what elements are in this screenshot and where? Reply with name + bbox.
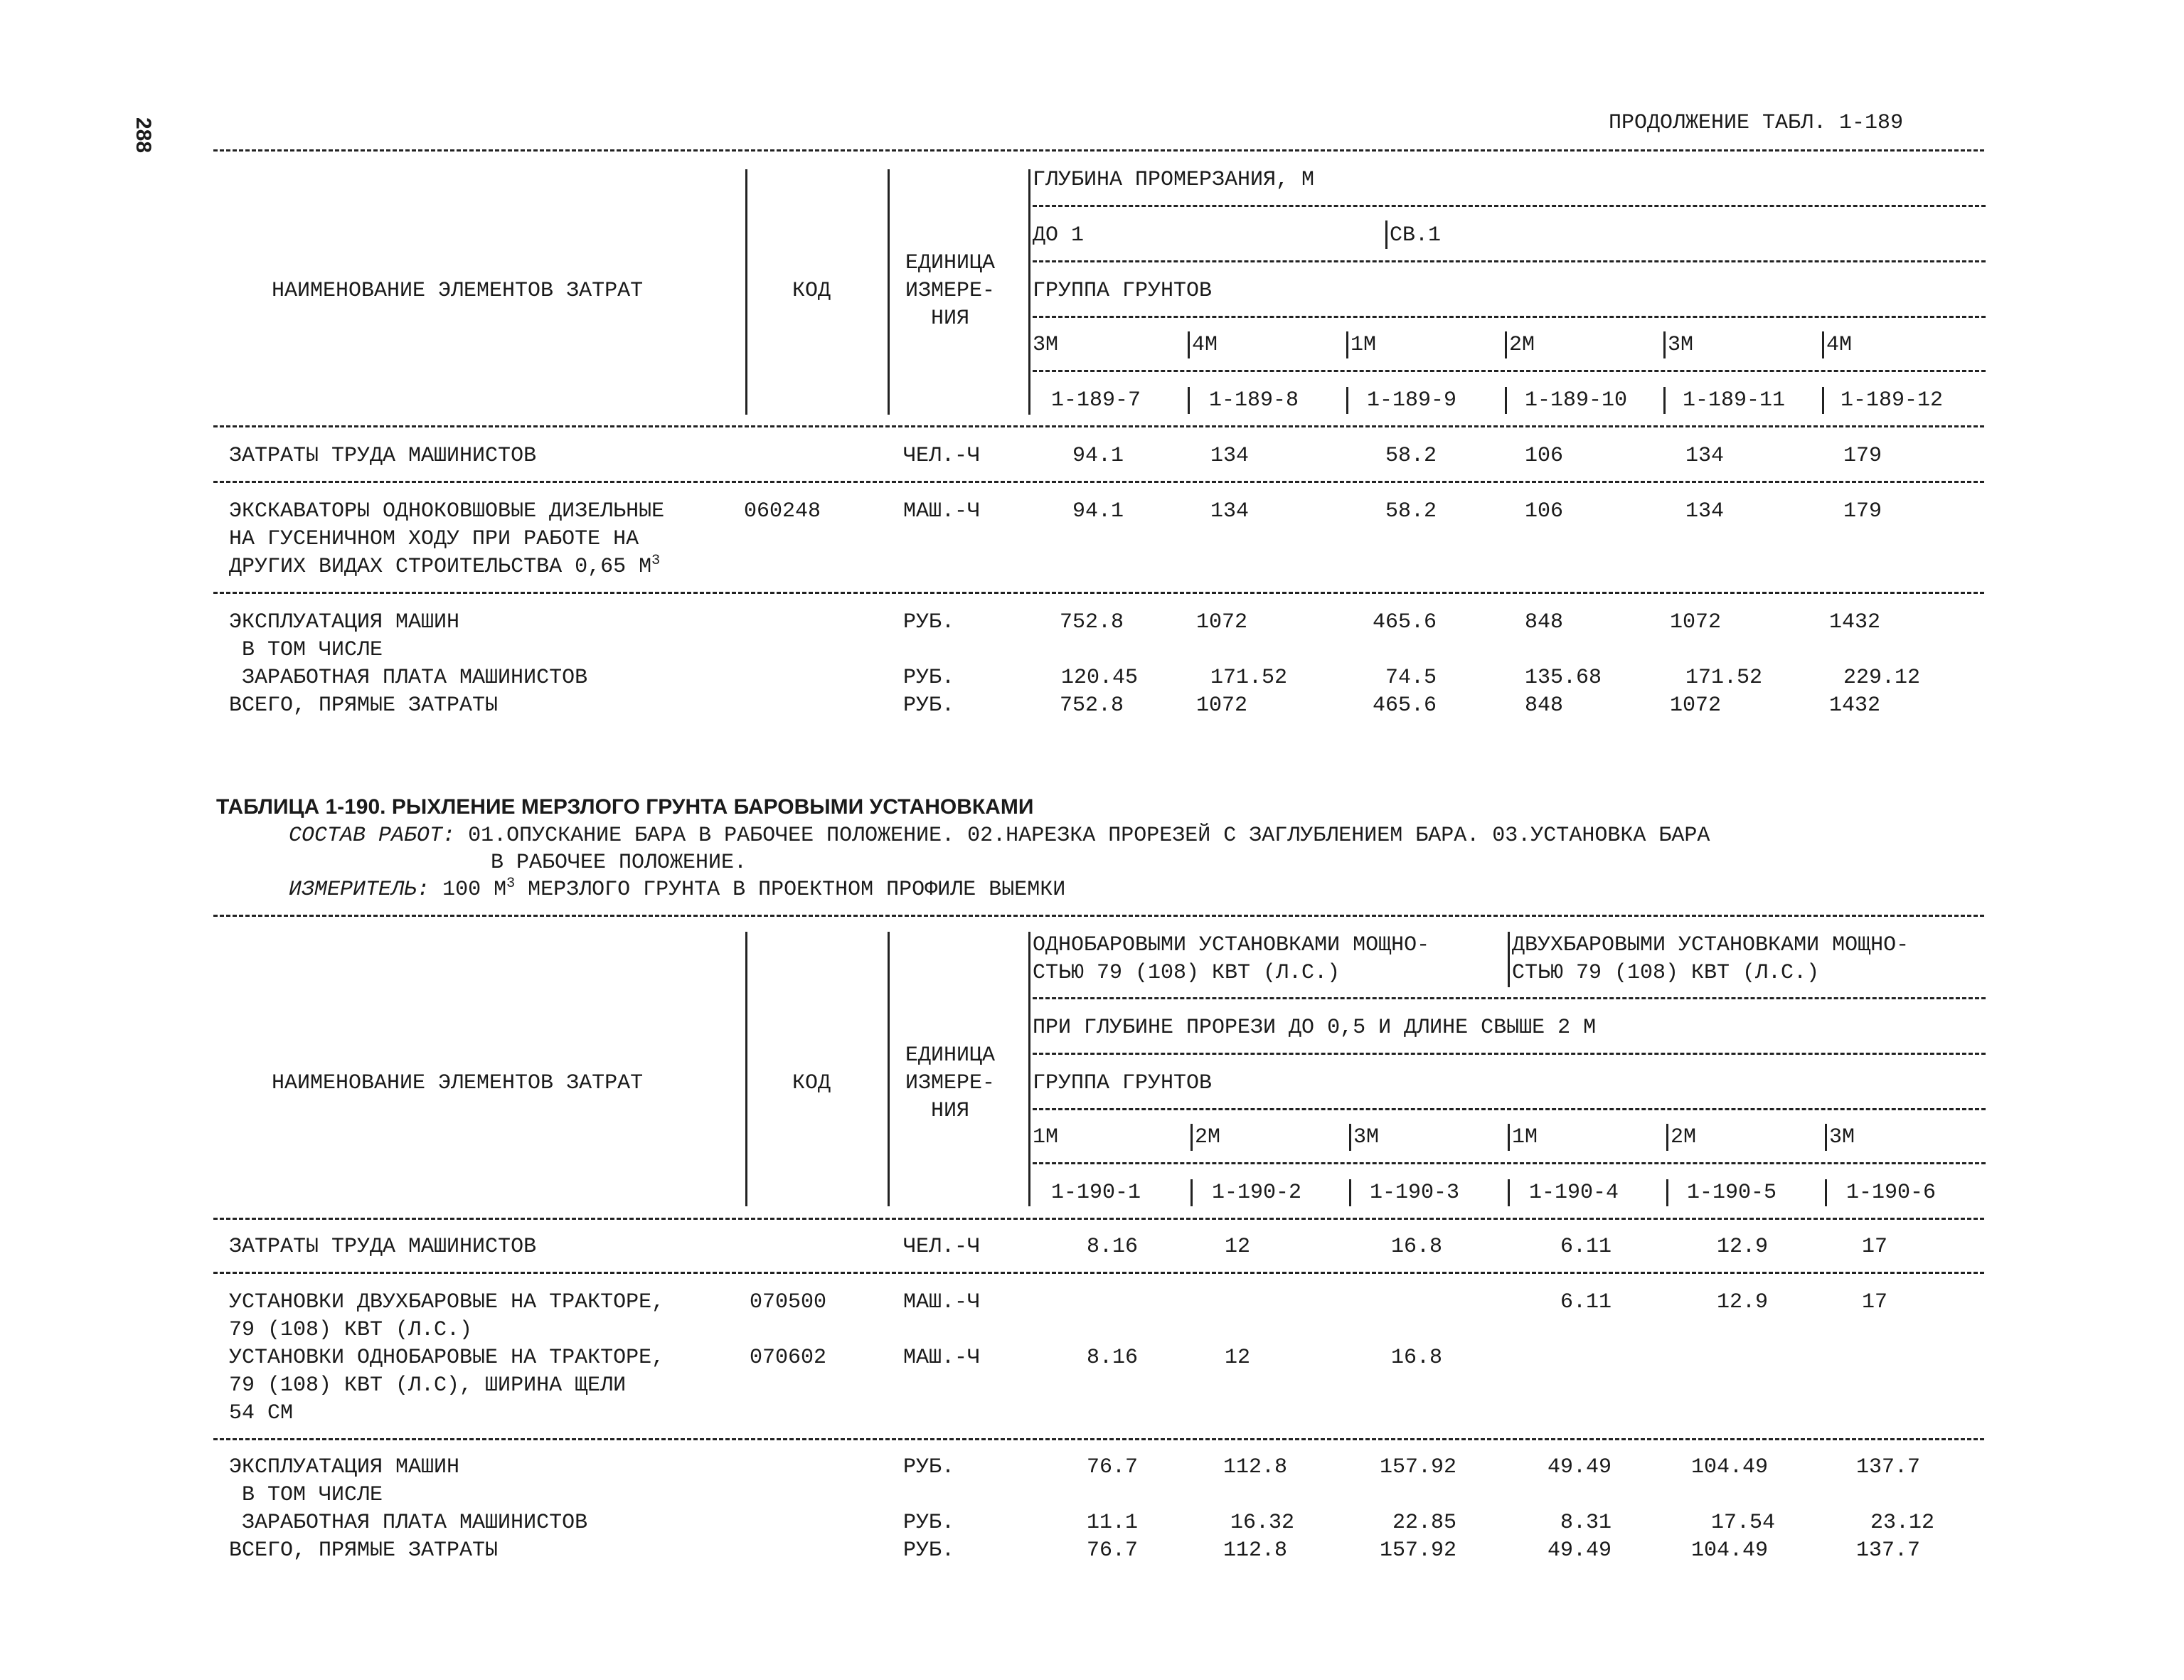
cell-value: 17.54 (1710, 1511, 1775, 1535)
cell-value: 1072 (1196, 610, 1248, 634)
row-unit: ЧЕЛ.-Ч (903, 444, 981, 468)
double-bar-header-2: СТЬЮ 79 (108) КВТ (Л.С.) (1512, 961, 1820, 985)
rule (1033, 205, 1986, 207)
group-cell: 4М (1826, 333, 1853, 357)
cell-value: 104.49 (1690, 1538, 1768, 1563)
column-code: 1-190-4 (1529, 1181, 1619, 1205)
cell-value: 1072 (1670, 610, 1722, 634)
cell-value: 112.8 (1222, 1455, 1287, 1479)
cell-value: 179 (1843, 444, 1882, 468)
group-cell: 2М (1195, 1125, 1221, 1149)
cell-value: 74.5 (1385, 666, 1437, 690)
divider (745, 932, 747, 1206)
single-bar-header-1: ОДНОБАРОВЫМИ УСТАНОВКАМИ МОЩНО- (1033, 933, 1430, 957)
divider (888, 169, 890, 415)
cell-value: 106 (1525, 499, 1564, 523)
row-name: ВСЕГО, ПРЯМЫЕ ЗАТРАТЫ (229, 1538, 499, 1563)
meter-text: 100 М (442, 878, 507, 902)
row-name: ЗАТРАТЫ ТРУДА МАШИНИСТОВ (229, 444, 537, 468)
row-unit: МАШ.-Ч (903, 499, 981, 523)
rule (1033, 260, 1986, 262)
column-code: 1-189-10 (1525, 388, 1628, 413)
column-header-unit-1: ЕДИНИЦА (905, 251, 996, 275)
cell-value: 6.11 (1560, 1235, 1612, 1259)
cell-value: 848 (1525, 693, 1564, 718)
rule (1033, 997, 1986, 999)
group-cell: 1М (1033, 1125, 1059, 1149)
cell-value: 94.1 (1072, 499, 1124, 523)
row-name-line: ДРУГИХ ВИДАХ СТРОИТЕЛЬСТВА 0,65 М (229, 555, 652, 579)
row-name-line: ЭКСКАВАТОРЫ ОДНОКОВШОВЫЕ ДИЗЕЛЬНЫЕ (229, 499, 665, 523)
including-label: В ТОМ ЧИСЛЕ (242, 638, 383, 662)
cell-value: 752.8 (1059, 610, 1124, 634)
cell-value: 76.7 (1086, 1538, 1138, 1563)
column-code: 1-189-9 (1367, 388, 1457, 413)
row-unit: МАШ.-Ч (903, 1290, 981, 1314)
rule (213, 1218, 1984, 1220)
cell-value: 1432 (1829, 610, 1881, 634)
divider (1188, 387, 1190, 414)
row-name-line: 79 (108) КВТ (Л.С), ШИРИНА ЩЕЛИ (229, 1373, 627, 1398)
divider (1825, 1179, 1827, 1206)
row-name: ЭКСПЛУАТАЦИЯ МАШИН (229, 610, 460, 634)
cell-value: 135.68 (1525, 666, 1602, 690)
column-code: 1-190-1 (1051, 1181, 1141, 1205)
rule (213, 1438, 1984, 1440)
rule (1033, 1108, 1986, 1110)
depth-over-1: СВ.1 (1390, 223, 1442, 248)
cell-value: 11.1 (1086, 1511, 1138, 1535)
group-cell: 3М (1668, 333, 1694, 357)
divider (1190, 1179, 1193, 1206)
group-cell: 3М (1829, 1125, 1855, 1149)
row-code: 060248 (744, 499, 821, 523)
column-header-unit-3: НИЯ (930, 307, 969, 331)
continuation-header: ПРОДОЛЖЕНИЕ ТАБЛ. 1-189 (1609, 111, 1904, 135)
column-header-unit-2: ИЗМЕРЕ- (905, 1071, 996, 1095)
depth-header: ГЛУБИНА ПРОМЕРЗАНИЯ, М (1033, 168, 1315, 192)
divider (1505, 387, 1507, 414)
cell-value: 8.16 (1086, 1235, 1138, 1259)
meter-label: ИЗМЕРИТЕЛЬ: (289, 878, 430, 902)
divider (1349, 1124, 1351, 1151)
divider (1508, 1124, 1510, 1151)
row-unit: РУБ. (903, 1511, 955, 1535)
cell-value: 137.7 (1855, 1538, 1920, 1563)
divider (1663, 387, 1666, 414)
divider (1385, 220, 1387, 249)
row-name: ЗАРАБОТНАЯ ПЛАТА МАШИНИСТОВ (242, 1511, 588, 1535)
cell-value: 465.6 (1372, 693, 1437, 718)
cell-value: 171.52 (1685, 666, 1763, 690)
cell-value: 8.31 (1560, 1511, 1612, 1535)
cell-value: 58.2 (1385, 499, 1437, 523)
cell-value: 22.85 (1392, 1511, 1456, 1535)
row-unit: РУБ. (903, 1455, 955, 1479)
cell-value: 6.11 (1560, 1290, 1612, 1314)
divider (1666, 1124, 1668, 1151)
row-code: 070500 (750, 1290, 827, 1314)
cell-value: 179 (1843, 499, 1882, 523)
column-code: 1-189-8 (1209, 388, 1299, 413)
divider (1346, 331, 1348, 358)
row-unit: ЧЕЛ.-Ч (903, 1235, 981, 1259)
divider (1822, 387, 1824, 414)
rule (1033, 316, 1986, 318)
divider (1190, 1124, 1193, 1151)
row-unit: РУБ. (903, 666, 955, 690)
cell-value: 106 (1525, 444, 1564, 468)
cell-value: 104.49 (1690, 1455, 1768, 1479)
group-cell: 1М (1512, 1125, 1538, 1149)
cell-value: 134 (1685, 499, 1725, 523)
cell-value: 848 (1525, 610, 1564, 634)
row-name: ЗАРАБОТНАЯ ПЛАТА МАШИНИСТОВ (242, 666, 588, 690)
depth-up-to-1: ДО 1 (1033, 223, 1085, 248)
row-name: ЭКСПЛУАТАЦИЯ МАШИН (229, 1455, 460, 1479)
cell-value: 8.16 (1086, 1346, 1138, 1370)
cell-value: 12.9 (1716, 1235, 1768, 1259)
cell-value: 94.1 (1072, 444, 1124, 468)
row-name-line: 54 СМ (229, 1401, 294, 1425)
double-bar-header-1: ДВУХБАРОВЫМИ УСТАНОВКАМИ МОЩНО- (1512, 933, 1909, 957)
cell-value: 465.6 (1372, 610, 1437, 634)
including-label: В ТОМ ЧИСЛЕ (242, 1483, 383, 1507)
cell-value: 16.8 (1390, 1346, 1442, 1370)
soil-group-header: ГРУППА ГРУНТОВ (1033, 1071, 1213, 1095)
cell-value: 752.8 (1059, 693, 1124, 718)
rule (1033, 1162, 1986, 1164)
column-header-code: КОД (792, 279, 831, 303)
group-cell: 3М (1033, 333, 1059, 357)
row-name-line: 79 (108) КВТ (Л.С.) (229, 1318, 473, 1342)
work-composition-text-2: В РАБОЧЕЕ ПОЛОЖЕНИЕ. (491, 851, 747, 875)
cell-value: 17 (1862, 1290, 1888, 1314)
column-code: 1-190-6 (1846, 1181, 1937, 1205)
cell-value: 1432 (1829, 693, 1881, 718)
group-cell: 2М (1671, 1125, 1697, 1149)
rule (213, 425, 1984, 427)
cell-value: 12 (1225, 1346, 1251, 1370)
group-cell: 4М (1192, 333, 1218, 357)
group-cell: 3М (1353, 1125, 1380, 1149)
column-header-name: НАИМЕНОВАНИЕ ЭЛЕМЕНТОВ ЗАТРАТ (272, 279, 644, 303)
cell-value: 16.8 (1390, 1235, 1442, 1259)
divider (1028, 169, 1030, 415)
cell-value: 171.52 (1210, 666, 1288, 690)
cell-value: 134 (1210, 444, 1250, 468)
cell-value: 76.7 (1086, 1455, 1138, 1479)
divider (1188, 331, 1190, 358)
row-unit: РУБ. (903, 1538, 955, 1563)
divider (1663, 331, 1666, 358)
row-name-line: УСТАНОВКИ ОДНОБАРОВЫЕ НА ТРАКТОРЕ, (229, 1346, 665, 1370)
cell-value: 49.49 (1547, 1455, 1612, 1479)
page-number: 288 (132, 117, 155, 154)
cell-value: 137.7 (1855, 1455, 1920, 1479)
divider (1822, 331, 1824, 358)
cell-value: 120.45 (1060, 666, 1138, 690)
meter-text-2: МЕРЗЛОГО ГРУНТА В ПРОЕКТНОМ ПРОФИЛЕ ВЫЕМКИ (515, 878, 1066, 902)
column-header-name: НАИМЕНОВАНИЕ ЭЛЕМЕНТОВ ЗАТРАТ (272, 1071, 644, 1095)
column-header-unit-1: ЕДИНИЦА (905, 1043, 996, 1068)
rule (213, 1272, 1984, 1274)
work-composition-label: СОСТАВ РАБОТ: (289, 824, 456, 848)
cell-value: 157.92 (1379, 1455, 1456, 1479)
cell-value: 12.9 (1716, 1290, 1768, 1314)
rule (1033, 1053, 1986, 1055)
cell-value: 229.12 (1843, 666, 1921, 690)
cell-value: 12 (1225, 1235, 1251, 1259)
rule (213, 915, 1984, 917)
row-unit: РУБ. (903, 693, 955, 718)
rule (213, 149, 1984, 151)
column-header-unit-3: НИЯ (930, 1099, 969, 1123)
table-title: ТАБЛИЦА 1-190. РЫХЛЕНИЕ МЕРЗЛОГО ГРУНТА БАРОВЫМИ УСТАНОВКАМИ (216, 795, 1034, 819)
divider (1508, 932, 1510, 987)
group-cell: 2М (1509, 333, 1535, 357)
work-composition-text: 01.ОПУСКАНИЕ БАРА В РАБОЧЕЕ ПОЛОЖЕНИЕ. 02.НАРЕЗКА ПРОРЕЗЕЙ С ЗАГЛУБЛЕНИЕМ БАРА. 03.УСТАНОВКА БАРА (468, 824, 1710, 848)
cell-value: 1072 (1196, 693, 1248, 718)
cell-value: 1072 (1670, 693, 1722, 718)
row-name: ЗАТРАТЫ ТРУДА МАШИНИСТОВ (229, 1235, 537, 1259)
divider (745, 169, 747, 415)
column-code: 1-189-12 (1841, 388, 1944, 413)
divider (1028, 932, 1030, 1206)
cell-value: 49.49 (1547, 1538, 1612, 1563)
rule (213, 481, 1984, 483)
row-name-line: НА ГУСЕНИЧНОМ ХОДУ ПРИ РАБОТЕ НА (229, 527, 639, 551)
column-code: 1-189-7 (1051, 388, 1141, 413)
soil-group-header: ГРУППА ГРУНТОВ (1033, 279, 1213, 303)
superscript: 3 (651, 553, 661, 569)
divider (1505, 331, 1507, 358)
divider (888, 932, 890, 1206)
row-name-line: УСТАНОВКИ ДВУХБАРОВЫЕ НА ТРАКТОРЕ, (229, 1290, 665, 1314)
row-code: 070602 (750, 1346, 827, 1370)
column-header-code: КОД (792, 1071, 831, 1095)
cell-value: 17 (1862, 1235, 1888, 1259)
cell-value: 112.8 (1222, 1538, 1287, 1563)
group-cell: 1М (1351, 333, 1377, 357)
divider (1346, 387, 1348, 414)
divider (1825, 1124, 1827, 1151)
row-name: ВСЕГО, ПРЯМЫЕ ЗАТРАТЫ (229, 693, 499, 718)
cell-value: 134 (1210, 499, 1250, 523)
row-unit: РУБ. (903, 610, 955, 634)
cell-value: 23.12 (1870, 1511, 1934, 1535)
cell-value: 16.32 (1230, 1511, 1294, 1535)
depth-condition: ПРИ ГЛУБИНЕ ПРОРЕЗИ ДО 0,5 И ДЛИНЕ СВЫШЕ 2 М (1033, 1016, 1597, 1040)
row-unit: МАШ.-Ч (903, 1346, 981, 1370)
single-bar-header-2: СТЬЮ 79 (108) КВТ (Л.С.) (1033, 961, 1341, 985)
column-code: 1-190-3 (1370, 1181, 1460, 1205)
column-header-unit-2: ИЗМЕРЕ- (905, 279, 996, 303)
cell-value: 134 (1685, 444, 1725, 468)
cell-value: 157.92 (1379, 1538, 1456, 1563)
column-code: 1-189-11 (1683, 388, 1786, 413)
rule (1033, 370, 1986, 372)
rule (213, 592, 1984, 594)
column-code: 1-190-2 (1212, 1181, 1302, 1205)
divider (1666, 1179, 1668, 1206)
divider (1349, 1179, 1351, 1206)
cell-value: 58.2 (1385, 444, 1437, 468)
column-code: 1-190-5 (1687, 1181, 1777, 1205)
superscript: 3 (506, 876, 516, 892)
divider (1508, 1179, 1510, 1206)
